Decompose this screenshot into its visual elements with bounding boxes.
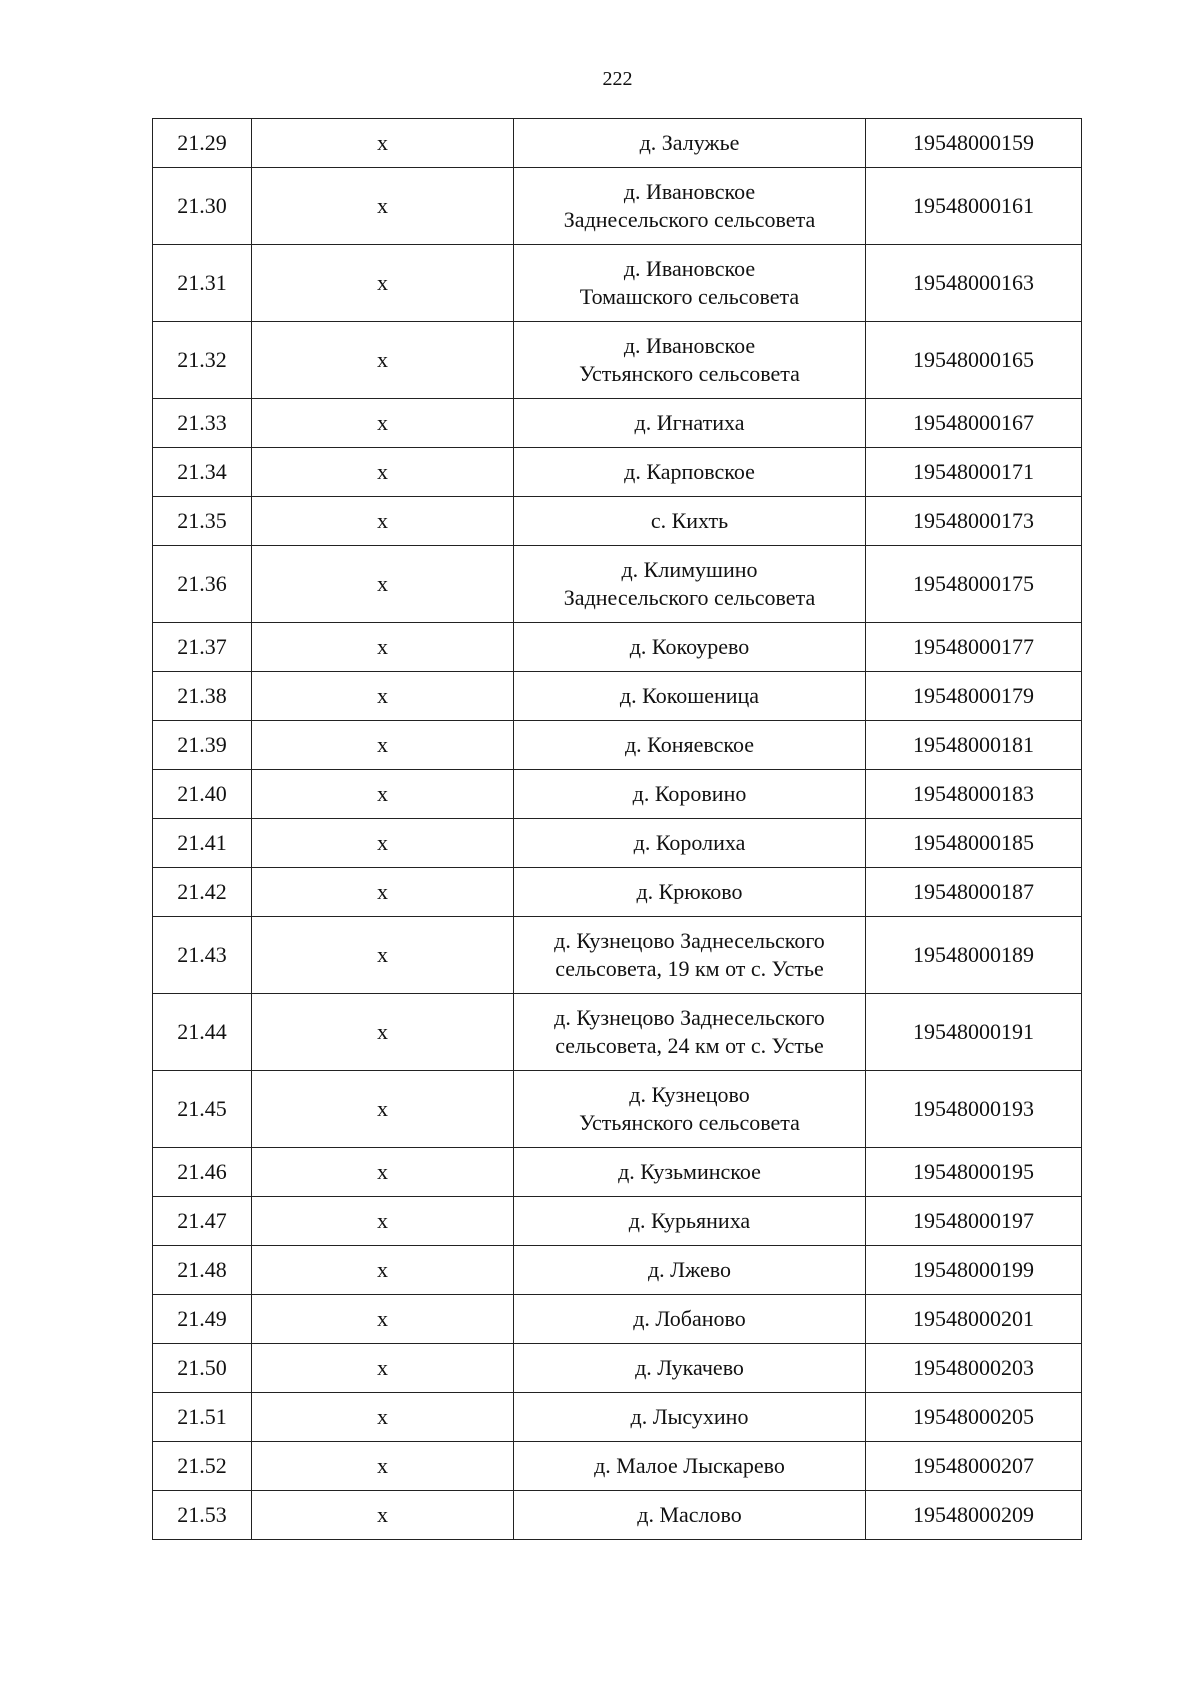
row-number-cell: 21.52 [153, 1442, 252, 1491]
table-row [153, 1344, 1082, 1393]
table-row [153, 770, 1082, 819]
x-mark-cell: х [252, 399, 514, 448]
row-number-cell: 21.36 [153, 546, 252, 623]
settlement-name-line: д. Кокоурево [629, 634, 750, 659]
x-mark-cell: х [252, 245, 514, 322]
row-number-cell: 21.29 [153, 119, 252, 168]
settlement-name-cell [514, 497, 866, 546]
row-number-cell: 21.33 [153, 399, 252, 448]
settlement-name-line: д. Кузнецово Заднесельского [554, 928, 825, 953]
x-mark-cell: х [252, 721, 514, 770]
x-mark-cell: х [252, 770, 514, 819]
oktmo-code-cell: 19548000183 [866, 770, 1082, 819]
settlement-name-cell [514, 448, 866, 497]
row-number-cell: 21.35 [153, 497, 252, 546]
oktmo-code-cell: 19548000201 [866, 1295, 1082, 1344]
x-mark-cell: х [252, 1344, 514, 1393]
table-row [153, 245, 1082, 322]
table-row [153, 1071, 1082, 1148]
table-row [153, 1442, 1082, 1491]
row-number-cell: 21.47 [153, 1197, 252, 1246]
x-mark-cell: х [252, 546, 514, 623]
table-row [153, 1246, 1082, 1295]
settlement-name-cell [514, 1344, 866, 1393]
x-mark-cell: х [252, 994, 514, 1071]
oktmo-code-cell: 19548000159 [866, 119, 1082, 168]
x-mark-cell: х [252, 1071, 514, 1148]
row-number-cell: 21.31 [153, 245, 252, 322]
settlement-name-line: д. Королиха [633, 830, 746, 855]
settlement-name-line: д. Крюково [636, 879, 743, 904]
settlement-name-line: д. Лукачево [635, 1355, 744, 1380]
row-number-cell: 21.34 [153, 448, 252, 497]
settlement-name-cell [514, 119, 866, 168]
row-number-cell: 21.49 [153, 1295, 252, 1344]
oktmo-code-cell: 19548000189 [866, 917, 1082, 994]
row-number-cell: 21.50 [153, 1344, 252, 1393]
settlement-name-line: д. Климушино [621, 557, 758, 582]
table-body [153, 119, 1082, 1540]
settlement-name-line: д. Кузнецово [629, 1082, 750, 1107]
x-mark-cell: х [252, 1295, 514, 1344]
settlement-name-line: д. Лысухино [630, 1404, 749, 1429]
row-number-cell: 21.30 [153, 168, 252, 245]
settlement-name-line: д. Карповское [624, 459, 755, 484]
x-mark-cell: х [252, 448, 514, 497]
x-mark-cell: х [252, 1393, 514, 1442]
settlement-name-cell [514, 168, 866, 245]
oktmo-code-cell: 19548000163 [866, 245, 1082, 322]
oktmo-code-cell: 19548000175 [866, 546, 1082, 623]
settlement-name-cell [514, 819, 866, 868]
x-mark-cell: х [252, 497, 514, 546]
row-number-cell: 21.39 [153, 721, 252, 770]
table-row [153, 546, 1082, 623]
x-mark-cell: х [252, 672, 514, 721]
settlement-name-line: Устьянского сельсовета [579, 361, 800, 386]
table-row [153, 119, 1082, 168]
settlement-name-line: д. Коровино [632, 781, 747, 806]
page-number: 222 [602, 68, 633, 90]
oktmo-code-cell: 19548000177 [866, 623, 1082, 672]
settlement-name-line: Устьянского сельсовета [579, 1110, 800, 1135]
settlement-name-cell [514, 1393, 866, 1442]
table-row [153, 1295, 1082, 1344]
settlement-name-cell [514, 1491, 866, 1540]
oktmo-code-cell: 19548000187 [866, 868, 1082, 917]
row-number-cell: 21.40 [153, 770, 252, 819]
oktmo-code-cell: 19548000171 [866, 448, 1082, 497]
table-row [153, 819, 1082, 868]
oktmo-code-cell: 19548000185 [866, 819, 1082, 868]
settlement-name-cell [514, 245, 866, 322]
x-mark-cell: х [252, 623, 514, 672]
x-mark-cell: х [252, 1148, 514, 1197]
table-row [153, 672, 1082, 721]
table-row [153, 399, 1082, 448]
table-row [153, 1197, 1082, 1246]
x-mark-cell: х [252, 917, 514, 994]
settlement-name-cell [514, 994, 866, 1071]
settlement-name-line: Томашского сельсовета [579, 284, 800, 309]
oktmo-code-cell: 19548000195 [866, 1148, 1082, 1197]
settlement-name-cell [514, 721, 866, 770]
x-mark-cell: х [252, 322, 514, 399]
settlement-name-cell [514, 770, 866, 819]
settlement-name-line: д. Ивановское [623, 256, 756, 281]
oktmo-code-cell: 19548000167 [866, 399, 1082, 448]
oktmo-code-cell: 19548000203 [866, 1344, 1082, 1393]
x-mark-cell: х [252, 819, 514, 868]
settlement-name-line: д. Коняевское [624, 732, 755, 757]
settlement-name-cell [514, 1148, 866, 1197]
table-row [153, 721, 1082, 770]
settlement-name-cell [514, 399, 866, 448]
table-row [153, 497, 1082, 546]
oktmo-code-cell: 19548000199 [866, 1246, 1082, 1295]
settlement-name-cell [514, 623, 866, 672]
settlement-name-line: д. Малое Лыскарево [594, 1453, 785, 1478]
settlement-name-cell [514, 322, 866, 399]
table-row [153, 868, 1082, 917]
oktmo-code-cell: 19548000165 [866, 322, 1082, 399]
oktmo-code-cell: 19548000193 [866, 1071, 1082, 1148]
settlement-name-line: сельсовета, 19 км от с. Устье [555, 956, 824, 981]
settlement-name-line: Заднесельского сельсовета [563, 585, 816, 610]
oktmo-code-cell: 19548000179 [866, 672, 1082, 721]
x-mark-cell: х [252, 168, 514, 245]
settlements-table [152, 118, 1082, 1540]
oktmo-code-cell: 19548000161 [866, 168, 1082, 245]
table-row [153, 448, 1082, 497]
settlement-name-line: Заднесельского сельсовета [563, 207, 816, 232]
row-number-cell: 21.43 [153, 917, 252, 994]
settlement-name-line: д. Лобаново [633, 1306, 746, 1331]
oktmo-code-cell: 19548000181 [866, 721, 1082, 770]
settlement-name-cell [514, 1246, 866, 1295]
settlement-name-line: сельсовета, 24 км от с. Устье [555, 1033, 824, 1058]
settlement-name-cell [514, 1442, 866, 1491]
settlement-name-line: с. Кихть [650, 508, 729, 533]
x-mark-cell: х [252, 1491, 514, 1540]
row-number-cell: 21.42 [153, 868, 252, 917]
x-mark-cell: х [252, 1246, 514, 1295]
settlement-name-cell [514, 1071, 866, 1148]
settlement-name-cell [514, 917, 866, 994]
settlement-name-line: д. Лжево [647, 1257, 732, 1282]
settlement-name-cell [514, 1197, 866, 1246]
x-mark-cell: х [252, 868, 514, 917]
settlement-name-cell [514, 672, 866, 721]
table-row [153, 994, 1082, 1071]
settlement-name-line: д. Игнатиха [634, 410, 745, 435]
x-mark-cell: х [252, 119, 514, 168]
settlement-name-cell [514, 868, 866, 917]
oktmo-code-cell: 19548000209 [866, 1491, 1082, 1540]
table-row [153, 1393, 1082, 1442]
oktmo-code-cell: 19548000191 [866, 994, 1082, 1071]
oktmo-code-cell: 19548000207 [866, 1442, 1082, 1491]
x-mark-cell: х [252, 1442, 514, 1491]
table-row [153, 322, 1082, 399]
table-row [153, 623, 1082, 672]
oktmo-code-cell: 19548000173 [866, 497, 1082, 546]
row-number-cell: 21.45 [153, 1071, 252, 1148]
settlement-name-line: д. Ивановское [623, 179, 756, 204]
oktmo-code-cell: 19548000205 [866, 1393, 1082, 1442]
row-number-cell: 21.32 [153, 322, 252, 399]
row-number-cell: 21.38 [153, 672, 252, 721]
table-row [153, 1148, 1082, 1197]
settlement-name-line: д. Курьяниха [628, 1208, 751, 1233]
row-number-cell: 21.48 [153, 1246, 252, 1295]
settlement-name-cell [514, 1295, 866, 1344]
row-number-cell: 21.44 [153, 994, 252, 1071]
settlement-name-line: д. Кузнецово Заднесельского [554, 1005, 825, 1030]
settlement-name-line: д. Маслово [637, 1502, 742, 1527]
settlement-name-line: д. Кузьминское [618, 1159, 761, 1184]
row-number-cell: 21.53 [153, 1491, 252, 1540]
settlement-name-line: д. Залужье [639, 130, 740, 155]
table-row [153, 1491, 1082, 1540]
row-number-cell: 21.41 [153, 819, 252, 868]
row-number-cell: 21.37 [153, 623, 252, 672]
row-number-cell: 21.51 [153, 1393, 252, 1442]
settlement-name-cell [514, 546, 866, 623]
settlement-name-line: д. Кокошеница [619, 683, 760, 708]
row-number-cell: 21.46 [153, 1148, 252, 1197]
settlement-name-line: д. Ивановское [623, 333, 756, 358]
table-row [153, 168, 1082, 245]
table-row [153, 917, 1082, 994]
oktmo-code-cell: 19548000197 [866, 1197, 1082, 1246]
x-mark-cell: х [252, 1197, 514, 1246]
